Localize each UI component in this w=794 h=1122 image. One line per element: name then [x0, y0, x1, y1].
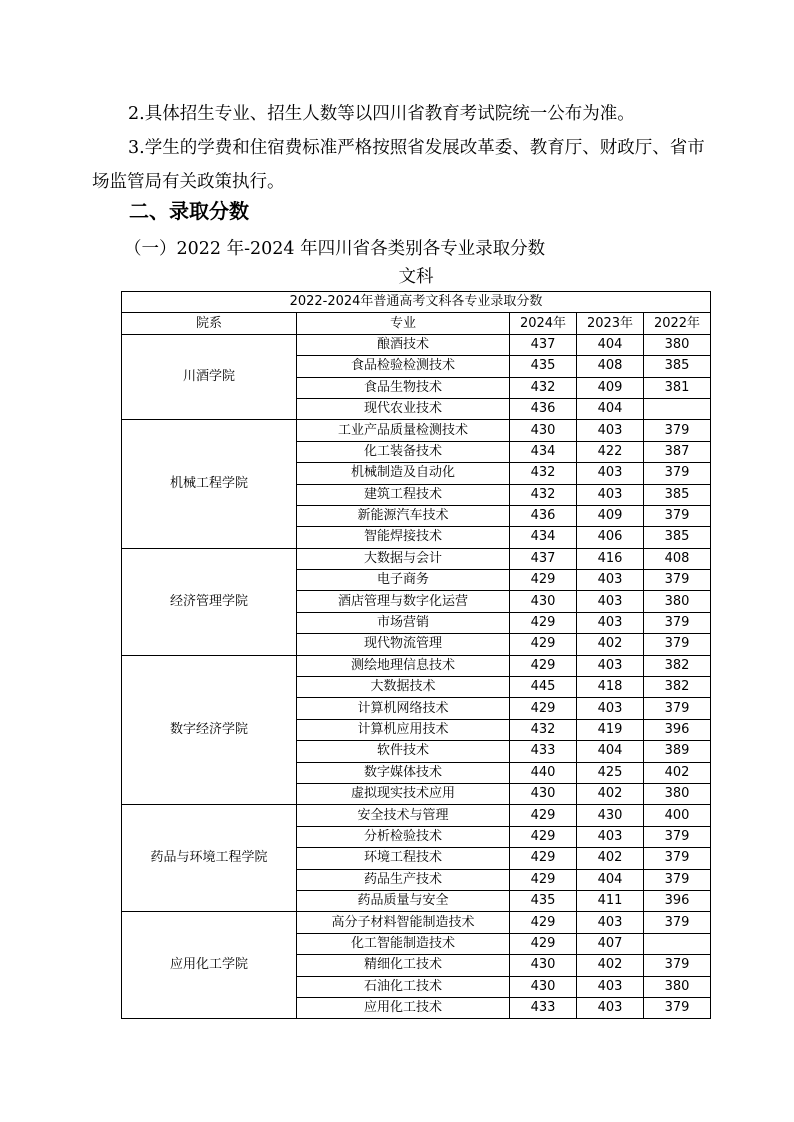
department-cell: 药品与环境工程学院 [122, 805, 297, 912]
major-cell: 食品检验检测技术 [297, 356, 510, 377]
major-cell: 电子商务 [297, 570, 510, 591]
score-2024-cell: 430 [510, 591, 577, 612]
score-2023-cell: 409 [577, 377, 644, 398]
score-2024-cell: 429 [510, 570, 577, 591]
major-cell: 药品质量与安全 [297, 890, 510, 911]
major-cell: 大数据技术 [297, 677, 510, 698]
score-2024-cell: 434 [510, 441, 577, 462]
score-2024-cell: 429 [510, 805, 577, 826]
department-cell: 经济管理学院 [122, 548, 297, 655]
score-2023-cell: 402 [577, 634, 644, 655]
score-2022-cell: 379 [644, 420, 711, 441]
score-2024-cell: 429 [510, 612, 577, 633]
table-caption: 文科 [398, 267, 434, 287]
paragraph-enrollment-notice: 2.具体招生专业、招生人数等以四川省教育考试院统一公布为准。 [128, 104, 635, 124]
score-2023-cell: 408 [577, 356, 644, 377]
table-row [122, 655, 711, 676]
score-2024-cell: 429 [510, 826, 577, 847]
score-2023-cell: 402 [577, 955, 644, 976]
score-2024-cell: 430 [510, 955, 577, 976]
score-2023-cell: 403 [577, 420, 644, 441]
score-2022-cell: 380 [644, 783, 711, 804]
score-2023-cell: 403 [577, 463, 644, 484]
score-2022-cell: 382 [644, 655, 711, 676]
score-2023-cell: 402 [577, 848, 644, 869]
major-cell: 测绘地理信息技术 [297, 655, 510, 676]
score-2023-cell: 403 [577, 976, 644, 997]
score-2023-cell: 403 [577, 591, 644, 612]
major-cell: 计算机应用技术 [297, 719, 510, 740]
score-2022-cell [644, 933, 711, 954]
table-row [122, 548, 711, 569]
major-cell: 高分子材料智能制造技术 [297, 912, 510, 933]
score-2022-cell: 380 [644, 591, 711, 612]
major-cell: 市场营销 [297, 612, 510, 633]
section-heading: 二、录取分数 [129, 199, 249, 223]
score-2024-cell: 429 [510, 634, 577, 655]
header-2024: 2024年 [510, 313, 577, 334]
major-cell: 酒店管理与数字化运营 [297, 591, 510, 612]
score-2022-cell: 382 [644, 677, 711, 698]
score-2023-cell: 404 [577, 869, 644, 890]
score-2024-cell: 445 [510, 677, 577, 698]
department-cell: 数字经济学院 [122, 655, 297, 805]
table-body [122, 334, 711, 1019]
major-cell: 虚拟现实技术应用 [297, 783, 510, 804]
score-2024-cell: 432 [510, 377, 577, 398]
score-2024-cell: 435 [510, 890, 577, 911]
score-2022-cell [644, 398, 711, 419]
score-2022-cell: 379 [644, 634, 711, 655]
score-2022-cell: 389 [644, 741, 711, 762]
header-major: 专业 [297, 313, 510, 334]
major-cell: 机械制造及自动化 [297, 463, 510, 484]
admission-score-table [121, 291, 711, 1019]
score-2023-cell: 403 [577, 698, 644, 719]
score-2022-cell: 380 [644, 334, 711, 355]
score-2022-cell: 385 [644, 527, 711, 548]
score-2022-cell: 396 [644, 719, 711, 740]
table-row [122, 912, 711, 933]
table-row [122, 334, 711, 355]
score-2023-cell: 402 [577, 783, 644, 804]
score-2024-cell: 434 [510, 527, 577, 548]
score-2023-cell: 404 [577, 334, 644, 355]
major-cell: 酿酒技术 [297, 334, 510, 355]
department-cell: 机械工程学院 [122, 420, 297, 548]
score-2023-cell: 403 [577, 612, 644, 633]
score-2022-cell: 379 [644, 463, 711, 484]
score-2022-cell: 387 [644, 441, 711, 462]
major-cell: 计算机网络技术 [297, 698, 510, 719]
score-2024-cell: 429 [510, 698, 577, 719]
score-2023-cell: 418 [577, 677, 644, 698]
table-title: 2022-2024年普通高考文科各专业录取分数 [122, 292, 711, 313]
score-2024-cell: 429 [510, 848, 577, 869]
score-2023-cell: 403 [577, 655, 644, 676]
major-cell: 智能焊接技术 [297, 527, 510, 548]
major-cell: 化工智能制造技术 [297, 933, 510, 954]
major-cell: 石油化工技术 [297, 976, 510, 997]
major-cell: 化工装备技术 [297, 441, 510, 462]
score-2024-cell: 432 [510, 463, 577, 484]
score-2022-cell: 379 [644, 612, 711, 633]
major-cell: 精细化工技术 [297, 955, 510, 976]
score-2022-cell: 380 [644, 976, 711, 997]
department-cell: 应用化工学院 [122, 912, 297, 1019]
major-cell: 食品生物技术 [297, 377, 510, 398]
score-2023-cell: 416 [577, 548, 644, 569]
score-2023-cell: 406 [577, 527, 644, 548]
score-2024-cell: 429 [510, 912, 577, 933]
header-2023: 2023年 [577, 313, 644, 334]
major-cell: 现代物流管理 [297, 634, 510, 655]
score-2024-cell: 433 [510, 997, 577, 1018]
major-cell: 药品生产技术 [297, 869, 510, 890]
score-2023-cell: 422 [577, 441, 644, 462]
major-cell: 安全技术与管理 [297, 805, 510, 826]
score-2024-cell: 430 [510, 783, 577, 804]
score-2024-cell: 430 [510, 976, 577, 997]
score-2023-cell: 419 [577, 719, 644, 740]
score-2022-cell: 408 [644, 548, 711, 569]
score-2023-cell: 403 [577, 997, 644, 1018]
table-row [122, 805, 711, 826]
score-2022-cell: 379 [644, 826, 711, 847]
score-2022-cell: 385 [644, 356, 711, 377]
major-cell: 分析检验技术 [297, 826, 510, 847]
score-2024-cell: 436 [510, 505, 577, 526]
major-cell: 软件技术 [297, 741, 510, 762]
score-2024-cell: 429 [510, 869, 577, 890]
score-2023-cell: 409 [577, 505, 644, 526]
major-cell: 建筑工程技术 [297, 484, 510, 505]
score-2022-cell: 402 [644, 762, 711, 783]
score-2023-cell: 403 [577, 912, 644, 933]
score-2024-cell: 430 [510, 420, 577, 441]
header-2022: 2022年 [644, 313, 711, 334]
score-2022-cell: 379 [644, 848, 711, 869]
score-2022-cell: 379 [644, 698, 711, 719]
score-2022-cell: 396 [644, 890, 711, 911]
table-title-row [122, 292, 711, 313]
table-header-row [122, 313, 711, 334]
paragraph-tuition-notice: 3.学生的学费和住宿费标准严格按照省发展改革委、教育厅、财政厅、省市场监管局有关政策执行。 [92, 138, 705, 192]
major-cell: 环境工程技术 [297, 848, 510, 869]
score-2023-cell: 404 [577, 741, 644, 762]
score-2023-cell: 425 [577, 762, 644, 783]
score-2024-cell: 429 [510, 933, 577, 954]
score-2022-cell: 379 [644, 955, 711, 976]
department-cell: 川酒学院 [122, 334, 297, 420]
score-2022-cell: 379 [644, 570, 711, 591]
score-2024-cell: 435 [510, 356, 577, 377]
score-2024-cell: 436 [510, 398, 577, 419]
major-cell: 工业产品质量检测技术 [297, 420, 510, 441]
major-cell: 新能源汽车技术 [297, 505, 510, 526]
score-2022-cell: 379 [644, 869, 711, 890]
score-2022-cell: 379 [644, 505, 711, 526]
header-department: 院系 [122, 313, 297, 334]
score-2024-cell: 433 [510, 741, 577, 762]
score-2024-cell: 432 [510, 719, 577, 740]
score-2023-cell: 403 [577, 570, 644, 591]
score-2022-cell: 381 [644, 377, 711, 398]
score-2022-cell: 385 [644, 484, 711, 505]
score-2024-cell: 440 [510, 762, 577, 783]
score-2022-cell: 400 [644, 805, 711, 826]
score-2024-cell: 437 [510, 548, 577, 569]
score-2023-cell: 403 [577, 826, 644, 847]
score-2022-cell: 379 [644, 997, 711, 1018]
major-cell: 应用化工技术 [297, 997, 510, 1018]
score-2024-cell: 432 [510, 484, 577, 505]
score-2023-cell: 404 [577, 398, 644, 419]
major-cell: 数字媒体技术 [297, 762, 510, 783]
score-2023-cell: 403 [577, 484, 644, 505]
score-2023-cell: 407 [577, 933, 644, 954]
major-cell: 大数据与会计 [297, 548, 510, 569]
score-2023-cell: 430 [577, 805, 644, 826]
major-cell: 现代农业技术 [297, 398, 510, 419]
score-2024-cell: 437 [510, 334, 577, 355]
score-2024-cell: 429 [510, 655, 577, 676]
table-row [122, 420, 711, 441]
score-2023-cell: 411 [577, 890, 644, 911]
score-2022-cell: 379 [644, 912, 711, 933]
subsection-heading: （一）2022 年-2024 年四川省各类别各专业录取分数 [124, 239, 546, 259]
